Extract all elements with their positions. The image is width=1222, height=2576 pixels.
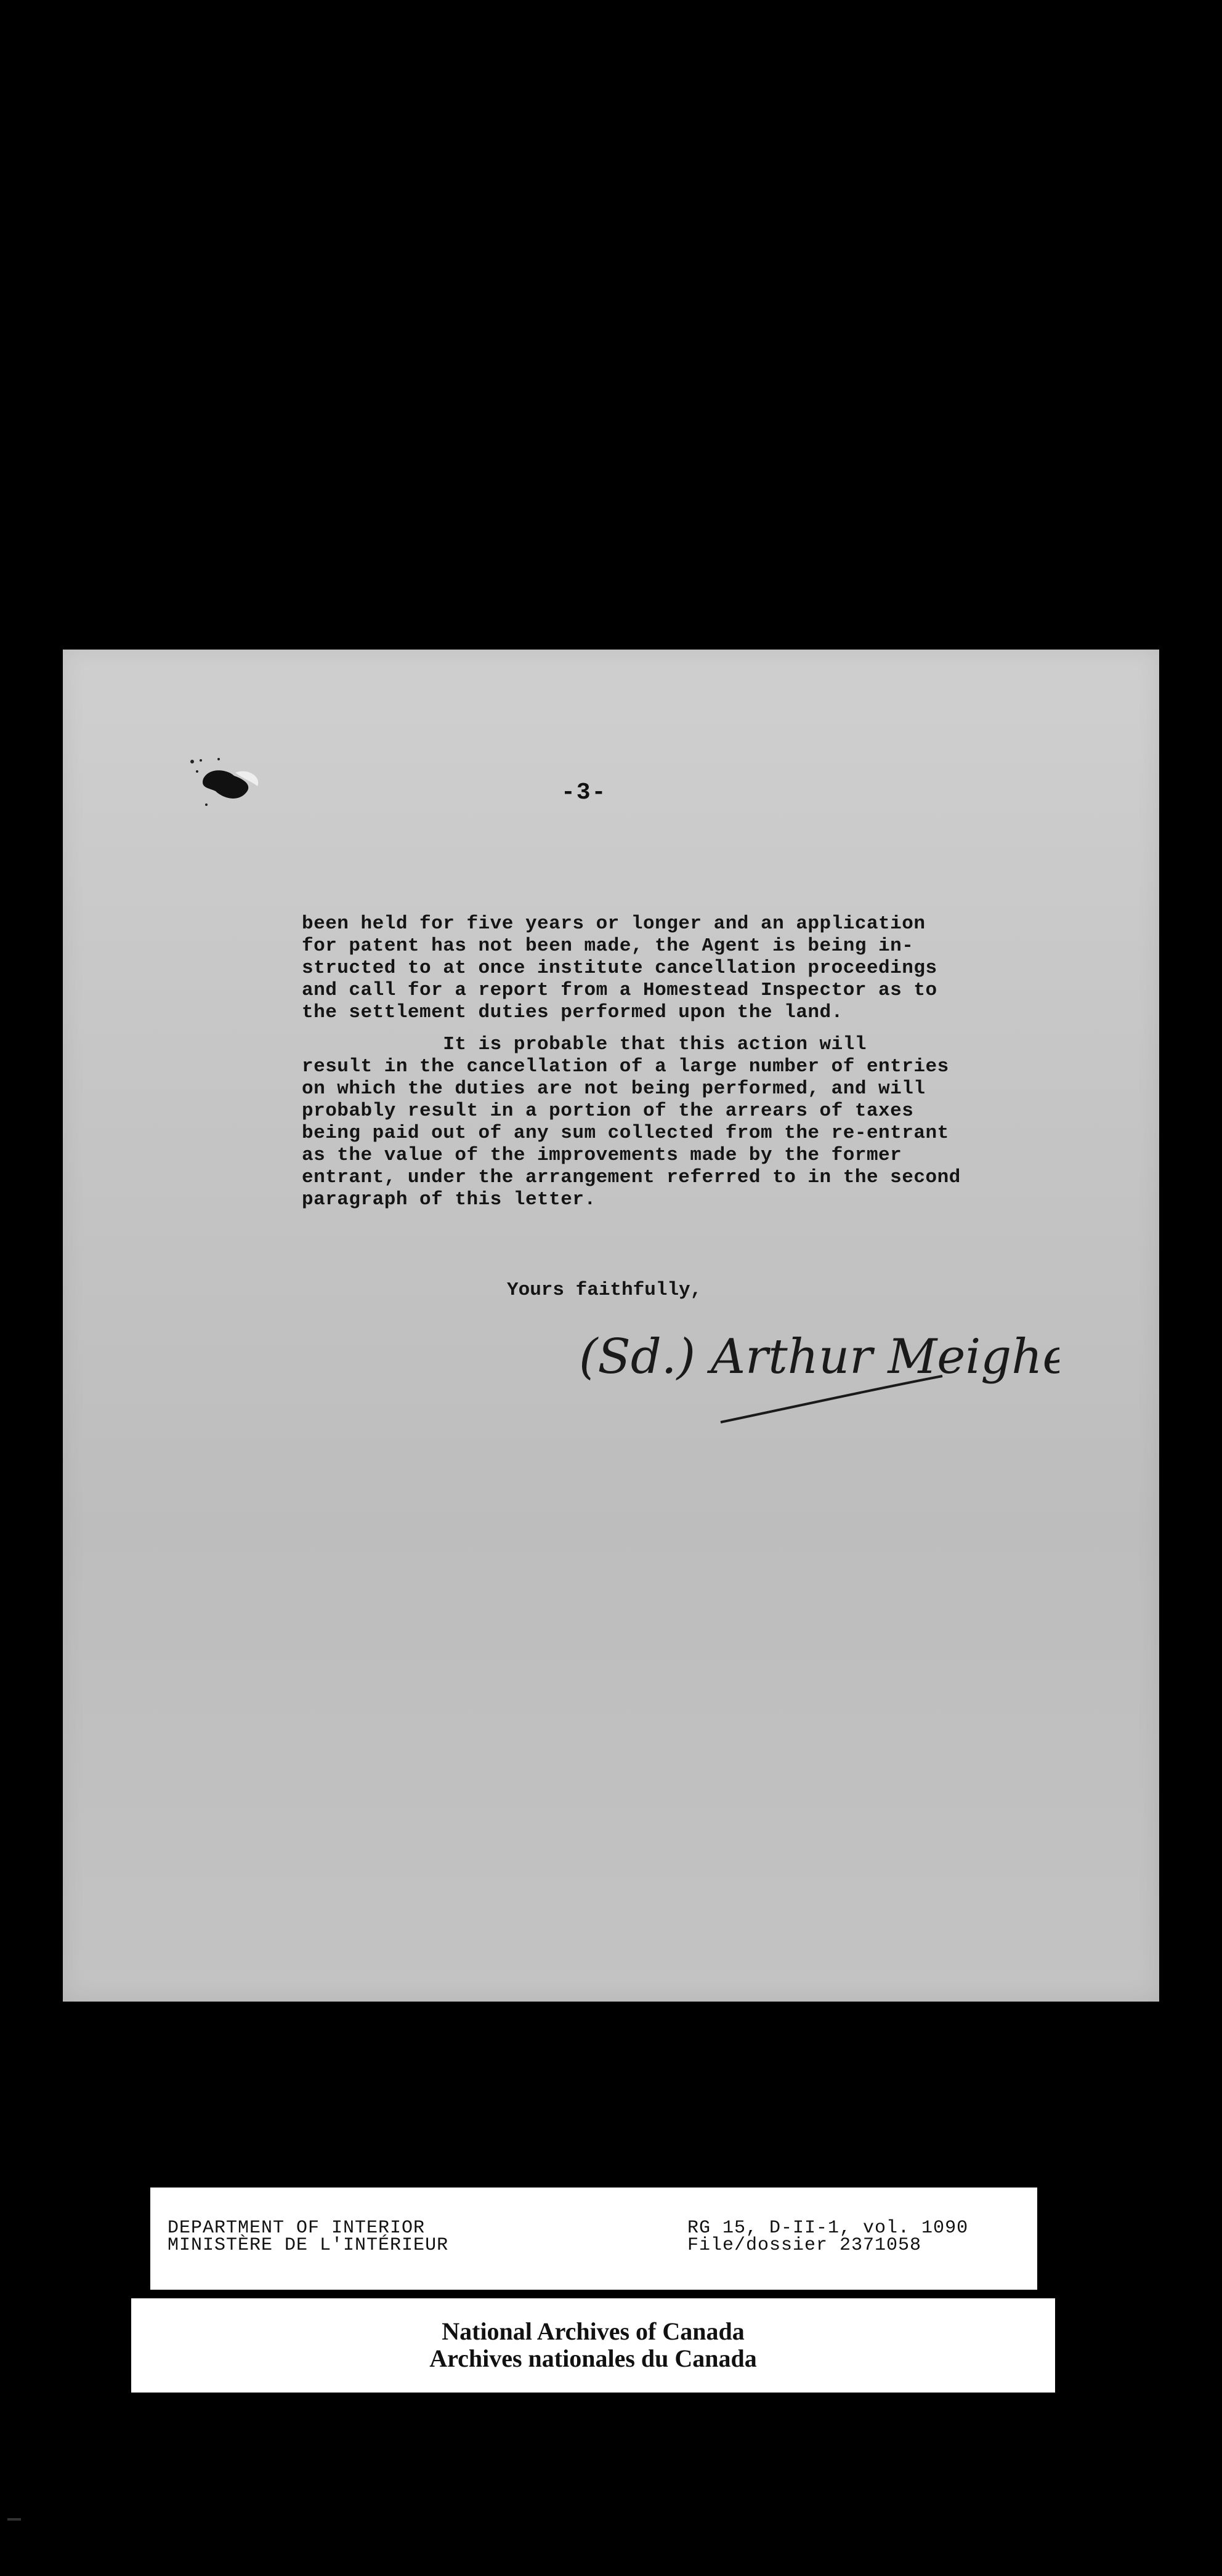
signature	[573, 1281, 1059, 1428]
body-line: and call for a report from a Homestead Inspector as to	[302, 980, 937, 1001]
body-line: probably result in a portion of the arrears of taxes	[302, 1100, 914, 1122]
body-line: been held for five years or longer and an application	[302, 913, 926, 935]
department-fr: MINISTÈRE DE L'INTÉRIEUR	[168, 2235, 449, 2256]
record-reference	[687, 2220, 968, 2254]
reference-card	[150, 2188, 1037, 2290]
body-line: result in the cancellation of a large number of entries	[302, 1056, 949, 1077]
handwritten-signature-icon	[573, 1281, 1059, 1428]
body-line: the settlement duties performed upon the land.	[302, 1002, 843, 1023]
page-number: -3-	[561, 779, 607, 806]
ink-blot-icon	[185, 754, 271, 810]
letter-body	[302, 913, 1078, 1211]
body-line: being paid out of any sum collected from the re-entrant	[302, 1122, 949, 1144]
body-line: paragraph of this letter.	[302, 1189, 596, 1210]
file-number: File/dossier 2371058	[687, 2235, 922, 2256]
signature-text: (Sd.) Arthur Meighen	[579, 1329, 1059, 1385]
archives-name-fr: Archives nationales du Canada	[429, 2345, 757, 2372]
film-edge-mark	[7, 2518, 21, 2521]
body-line: as the value of the improvements made by the former	[302, 1145, 902, 1166]
archives-label	[131, 2298, 1055, 2393]
department-en: DEPARTMENT OF INTERIOR	[168, 2218, 426, 2239]
body-line: on which the duties are not being performed, and will	[302, 1078, 926, 1100]
body-line: structed to at once institute cancellation proceedings	[302, 957, 937, 979]
archives-name-en: National Archives of Canada	[442, 2317, 745, 2345]
department-label	[168, 2220, 448, 2254]
body-line: for patent has not been made, the Agent is being in-	[302, 935, 914, 957]
body-line: It is probable that this action will	[302, 1034, 867, 1055]
body-line: entrant, under the arrangement referred to in the second	[302, 1167, 961, 1188]
closing-salutation: Yours faithfully,	[507, 1279, 702, 1301]
paragraph-gap	[302, 1024, 1078, 1034]
record-group: RG 15, D-II-1, vol. 1090	[687, 2218, 969, 2239]
